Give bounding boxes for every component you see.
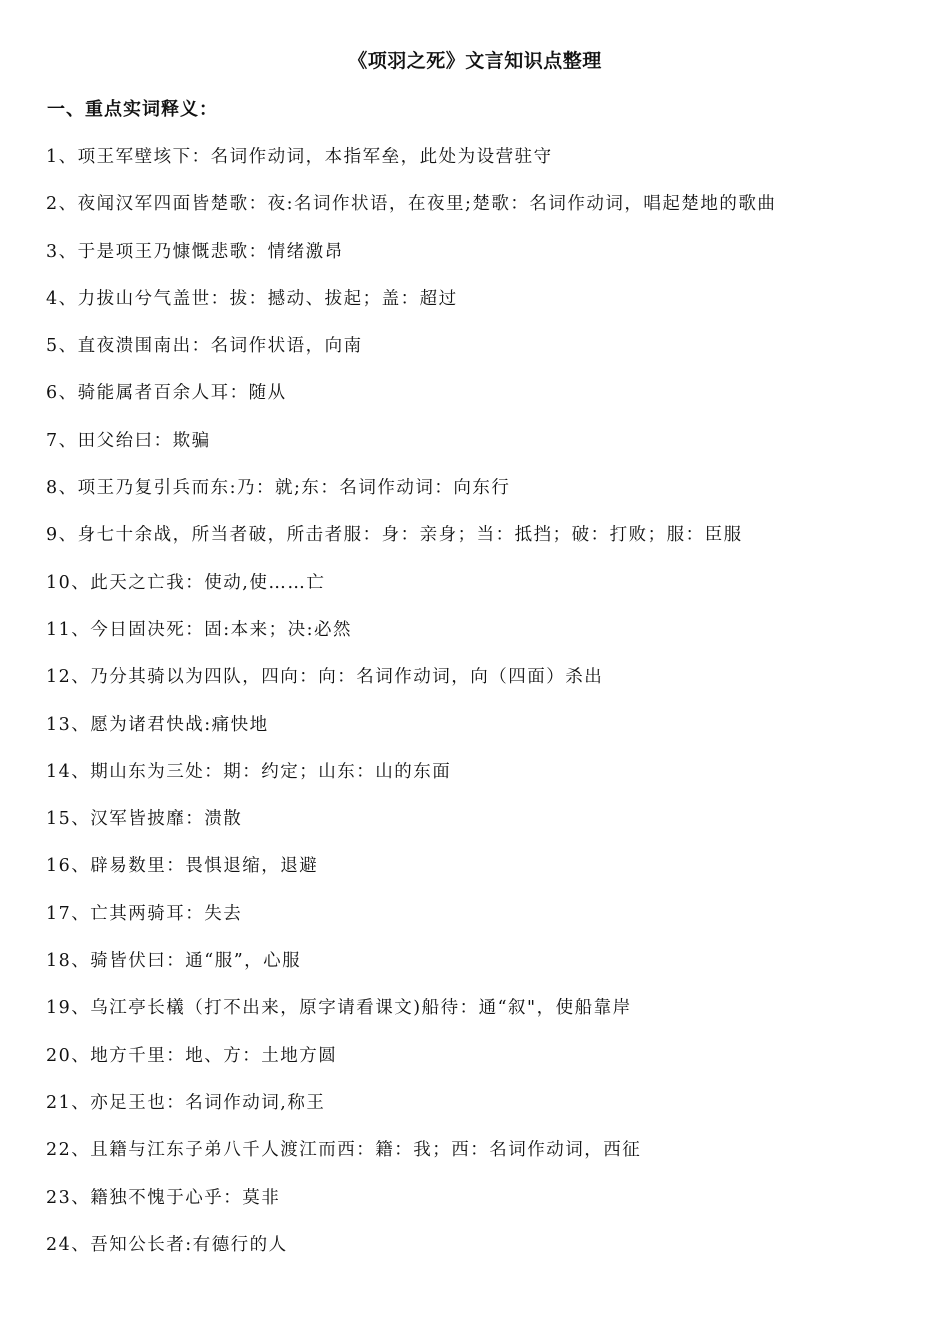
list-item: 5、直夜溃围南出：名词作状语，向南 <box>46 336 363 357</box>
definition-list <box>46 142 926 1277</box>
list-item: 23、籍独不愧于心乎：莫非 <box>46 1187 281 1208</box>
list-item: 20、地方千里：地、方：土地方圆 <box>46 1045 338 1066</box>
document-title: 《项羽之死》文言知识点整理 <box>348 50 602 72</box>
list-item: 14、期山东为三处：期：约定；山东：山的东面 <box>46 761 452 782</box>
list-item: 13、愿为诸君快战:痛快地 <box>46 714 269 735</box>
list-item: 2、夜闻汉军四面皆楚歌：夜:名词作状语，在夜里;楚歌：名词作动词，唱起楚地的歌曲 <box>46 194 777 215</box>
list-item: 21、亦足王也：名词作动词,称王 <box>46 1092 326 1113</box>
list-item: 9、身七十余战，所当者破，所击者服：身：亲身；当：抵挡；破：打败；服：臣服 <box>46 525 743 546</box>
list-item: 15、汉军皆披靡：溃散 <box>46 809 243 830</box>
list-item: 10、此天之亡我：使动,使……亡 <box>46 572 326 593</box>
list-item: 22、且籍与江东子弟八千人渡江而西：籍：我；西：名词作动词，西征 <box>46 1140 642 1161</box>
list-item: 19、乌江亭长檥（打不出来，原字请看课文)船待：通“叙"，使船靠岸 <box>46 998 632 1019</box>
list-item: 8、项王乃复引兵而东:乃：就;东：名词作动词：向东行 <box>46 478 511 499</box>
list-item: 12、乃分其骑以为四队，四向：向：名词作动词，向（四面）杀出 <box>46 667 604 688</box>
list-item: 1、项王军壁垓下：名词作动词，本指军垒，此处为设营驻守 <box>46 147 553 167</box>
section-heading: 一、重点实词释义： <box>47 99 218 120</box>
list-item: 3、于是项王乃慷慨悲歌：情绪激昂 <box>46 241 344 262</box>
list-item: 24、吾知公长者:有德行的人 <box>46 1234 288 1255</box>
list-item: 11、今日固决死：固:本来；决:必然 <box>46 619 353 640</box>
list-item: 7、田父绐曰：欺骗 <box>46 430 211 451</box>
list-item: 18、骑皆伏曰：通“服”，心服 <box>46 951 302 972</box>
list-item: 16、辟易数里：畏惧退缩，退避 <box>46 856 319 877</box>
list-item: 6、骑能属者百余人耳：随从 <box>46 383 287 404</box>
list-item: 4、力拔山兮气盖世：拔：撼动、拔起；盖：超过 <box>46 288 458 309</box>
list-item: 17、亡其两骑耳：失去 <box>46 903 243 924</box>
